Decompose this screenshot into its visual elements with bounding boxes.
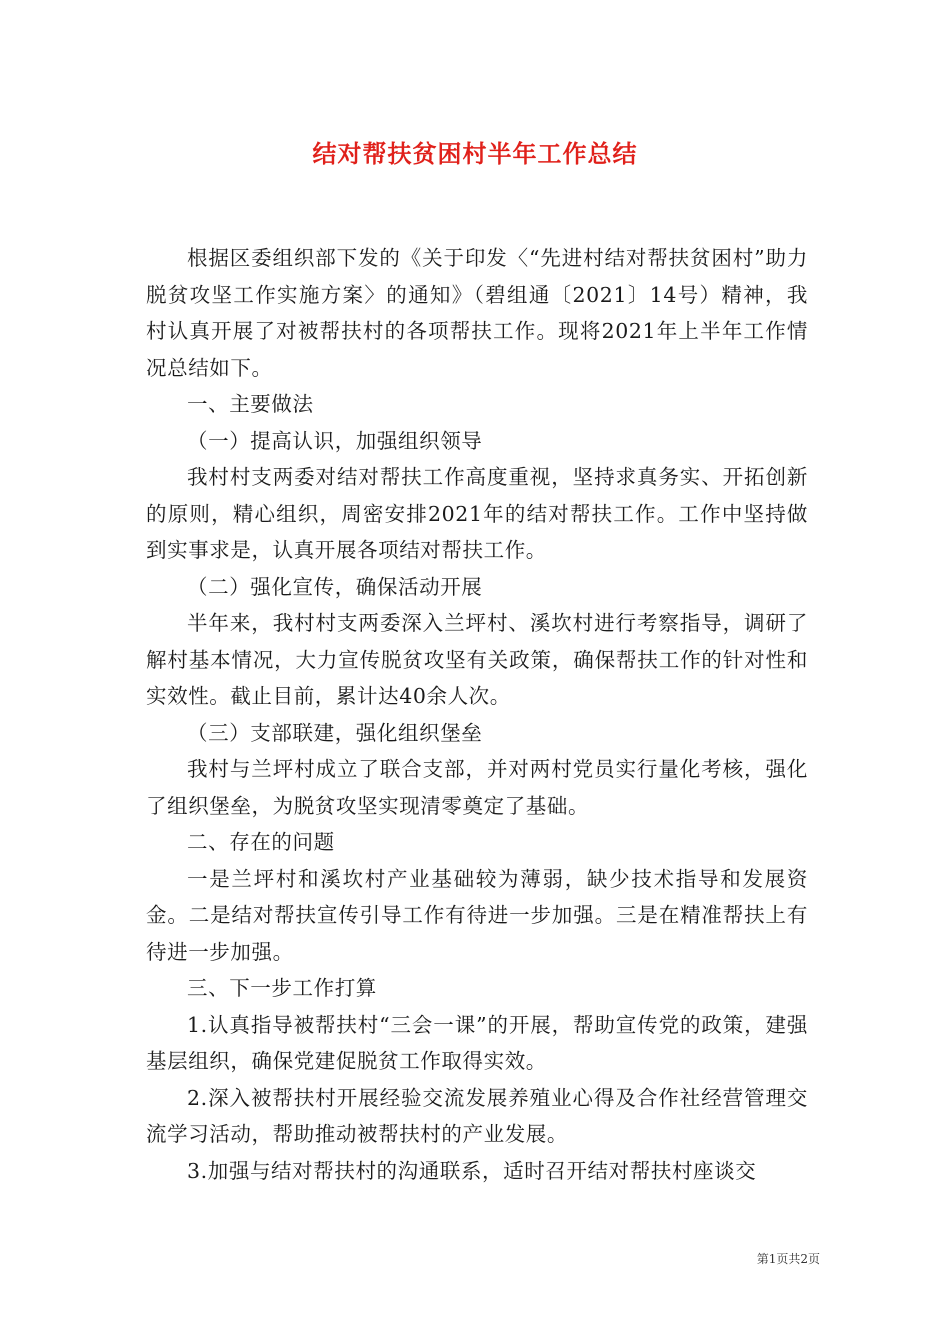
intro-paragraph: 根据区委组织部下发的《关于印发〈“先进村结对帮扶贫困村”助力脱贫攻坚工作实施方案〉的通知》（碧组通〔2021〕14号）精神，我村认真开展了对被帮扶村的各项帮扶工作。现将2021年上半年工作情况总结如下。 [146, 246, 808, 380]
section-heading-main-methods: 一、主要做法 [187, 392, 314, 416]
list-item: 2.深入被帮扶村开展经验交流发展养殖业心得及合作社经营管理交流学习活动，帮助推动被帮扶村的产业发展。 [146, 1085, 808, 1146]
paragraph: 我村与兰坪村成立了联合支部，并对两村党员实行量化考核，强化了组织堡垒，为脱贫攻坚实现清零奠定了基础。 [146, 757, 808, 818]
list-item: 1.认真指导被帮扶村“三会一课”的开展，帮助宣传党的政策，建强基层组织，确保党建促脱贫工作取得实效。 [146, 1012, 808, 1073]
paragraph: 一是兰坪村和溪坎村产业基础较为薄弱，缺少技术指导和发展资金。二是结对帮扶宣传引导工作有待进一步加强。三是在精准帮扶上有待进一步加强。 [146, 866, 808, 964]
subsection-heading-2: （二）强化宣传，确保活动开展 [187, 574, 483, 599]
page-number: 第1页共2页 [756, 1252, 820, 1266]
document-body [146, 240, 808, 1189]
document-title: 结对帮扶贫困村半年工作总结 [312, 139, 638, 168]
paragraph: 半年来，我村村支两委深入兰坪村、溪坎村进行考察指导，调研了解村基本情况，大力宣传脱贫攻坚有关政策，确保帮扶工作的针对性和实效性。截止目前，累计达40余人次。 [146, 611, 808, 708]
list-item: 3.加强与结对帮扶村的沟通联系，适时召开结对帮扶村座谈交 [187, 1158, 757, 1183]
subsection-heading-1: （一）提高认识，加强组织领导 [187, 428, 483, 453]
section-heading-problems: 二、存在的问题 [187, 830, 335, 854]
section-heading-next-steps: 三、下一步工作打算 [187, 976, 377, 1000]
subsection-heading-3: （三）支部联建，强化组织堡垒 [187, 720, 483, 745]
paragraph: 我村村支两委对结对帮扶工作高度重视，坚持求真务实、开拓创新的原则，精心组织，周密安排2021年的结对帮扶工作。工作中坚持做到实事求是，认真开展各项结对帮扶工作。 [146, 465, 808, 562]
